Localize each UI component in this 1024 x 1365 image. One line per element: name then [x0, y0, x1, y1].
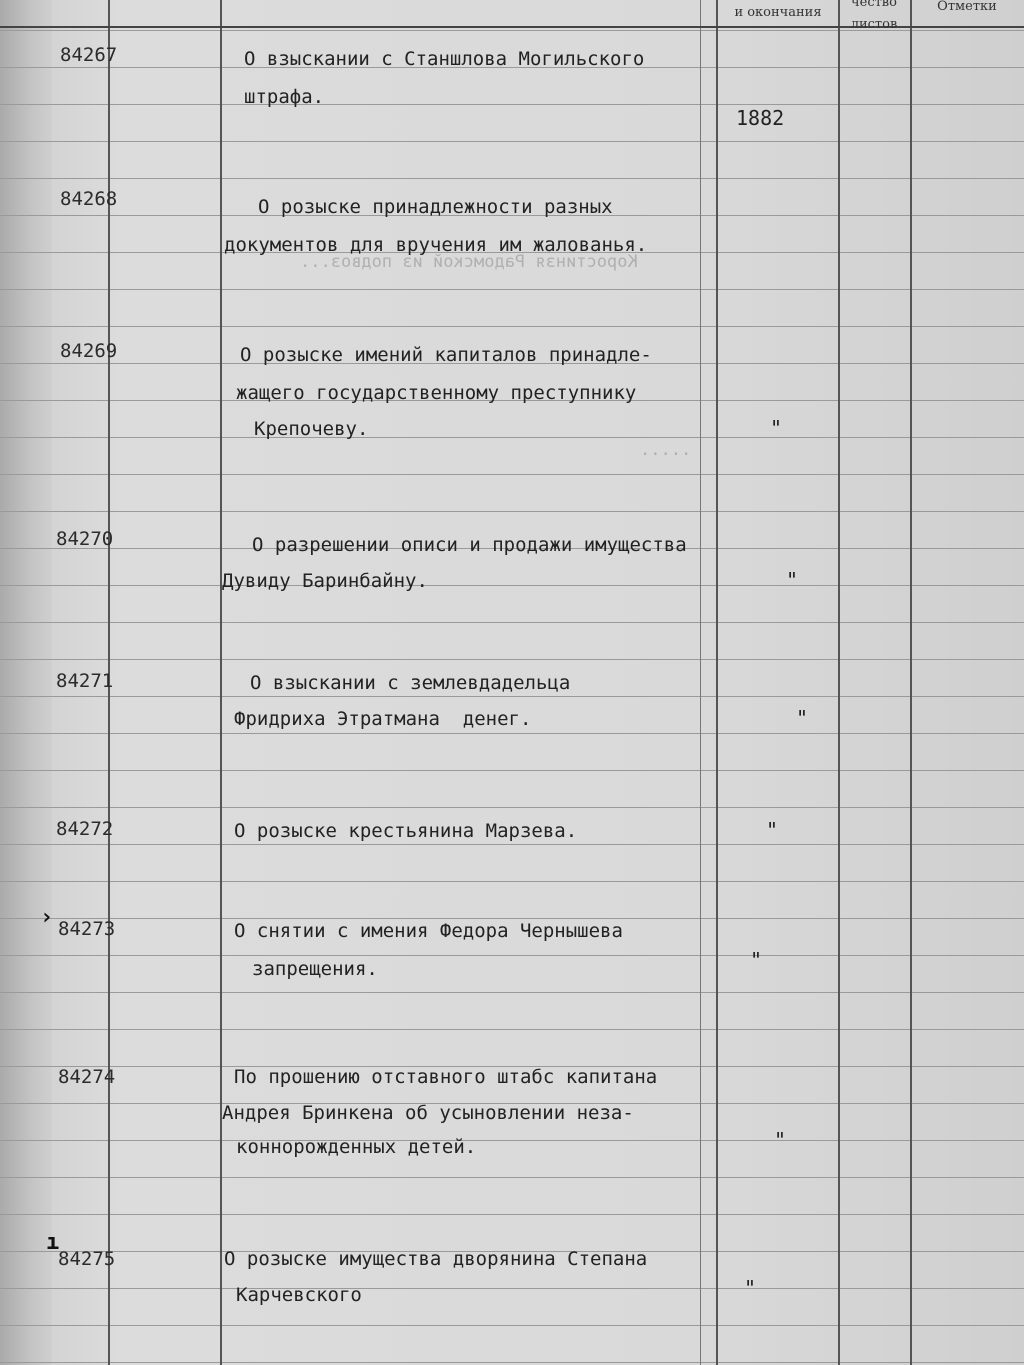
ruled-line — [0, 992, 1024, 993]
entry-title-line: О розыске имений капиталов принадле- — [240, 344, 652, 366]
ruled-line — [0, 1288, 1024, 1289]
margin-mark: ı — [46, 1230, 60, 1255]
entry-number: 84268 — [60, 188, 118, 210]
entry-date: " — [786, 568, 799, 592]
ruled-line — [0, 437, 1024, 438]
entry-date: " — [796, 706, 809, 730]
entry-title-line: Фридриха Этратмана денег. — [234, 708, 532, 730]
ruled-line — [0, 622, 1024, 623]
entry-title-line: Карчевского — [236, 1284, 362, 1306]
binding-gutter — [0, 0, 52, 1365]
entry-title-line: документов для вручения им жалованья. — [224, 234, 648, 256]
bleed-through: Коростинзя Радомской из подвоз... — [300, 252, 638, 272]
ruled-line — [0, 1362, 1024, 1363]
entry-title-line: Крепочеву. — [254, 418, 369, 440]
table-header — [0, 0, 1024, 32]
column-divider-notes — [910, 0, 912, 1365]
ruled-line — [0, 585, 1024, 586]
entry-date: " — [770, 416, 783, 440]
ruled-line — [0, 1214, 1024, 1215]
ruled-line — [0, 474, 1024, 475]
entry-title-line: жащего государственному преступнику — [236, 382, 637, 404]
entry-number: 84269 — [60, 340, 118, 362]
entry-title-line: О розыске принадлежности разных — [258, 196, 613, 218]
bleed-through: ..... — [640, 440, 692, 460]
column-divider-a — [700, 0, 701, 1365]
entry-title-line: Андрея Бринкена об усыновлении неза- — [222, 1102, 634, 1124]
ruled-line — [0, 1177, 1024, 1178]
ruled-line — [0, 1029, 1024, 1030]
ruled-line — [0, 178, 1024, 179]
entry-number: 84275 — [58, 1248, 116, 1270]
ruled-line — [0, 141, 1024, 142]
entry-title-line: О снятии с имения Федора Чернышева — [234, 920, 623, 942]
ruled-line — [0, 289, 1024, 290]
ruled-line — [0, 881, 1024, 882]
header-dates: и окончания — [734, 5, 822, 20]
entry-number: 84270 — [56, 528, 114, 550]
entry-number: 84274 — [58, 1066, 116, 1088]
entry-number: 84272 — [56, 818, 114, 840]
ruled-line — [0, 807, 1024, 808]
entry-title-line: О взыскании с землевдадельца — [250, 672, 571, 694]
entry-title-line: О розыске имущества дворянина Степана — [224, 1248, 648, 1270]
column-divider-title — [220, 0, 222, 1365]
ruled-line — [0, 326, 1024, 327]
header-sheets-line2: листов — [850, 17, 898, 32]
entry-date: " — [744, 1276, 757, 1300]
margin-mark: › — [40, 905, 54, 930]
entry-date: " — [750, 948, 763, 972]
column-divider-sheets — [838, 0, 840, 1365]
ruled-line — [0, 104, 1024, 105]
header-sheets-line1: чество — [851, 0, 897, 10]
ruled-line — [0, 511, 1024, 512]
header-notes: Отметки — [937, 0, 997, 14]
entry-number: 84271 — [56, 670, 114, 692]
entry-title-line: О разрешении описи и продажи имущества — [252, 534, 687, 556]
entry-number: 84273 — [58, 918, 116, 940]
entry-date: " — [766, 818, 779, 842]
entry-title-line: запрещения. — [252, 958, 378, 980]
column-divider-dates — [716, 0, 718, 1365]
entry-date: " — [774, 1128, 787, 1152]
entry-title-line: коннорожденных детей. — [236, 1136, 477, 1158]
entry-title-line: О розыске крестьянина Марзева. — [234, 820, 578, 842]
ruled-line — [0, 1140, 1024, 1141]
entry-number: 84267 — [60, 44, 118, 66]
entry-date: 1882 — [736, 106, 785, 130]
ruled-line — [0, 1325, 1024, 1326]
entry-title-line: По прошению отставного штабс капитана — [234, 1066, 658, 1088]
ruled-line — [0, 770, 1024, 771]
entry-title-line: О взыскании с Станшлова Могильского — [244, 48, 645, 70]
ruled-line — [0, 659, 1024, 660]
entry-title-line: Дувиду Баринбайну. — [222, 570, 428, 592]
entry-title-line: штрафа. — [244, 86, 325, 108]
ruled-line — [0, 955, 1024, 956]
